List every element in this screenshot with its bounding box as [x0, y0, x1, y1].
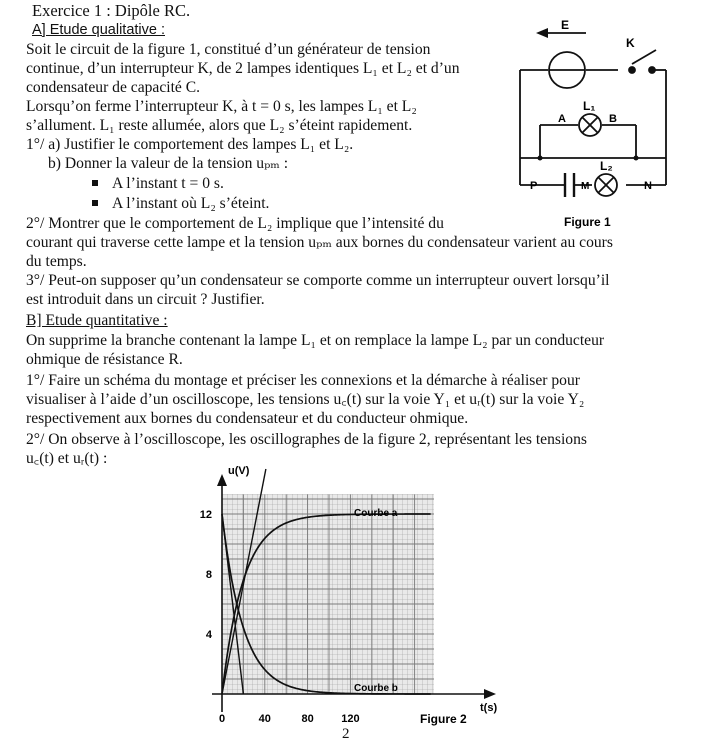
y-tick-label: 8: [205, 569, 212, 581]
bullet-marker: [92, 180, 98, 186]
arrow-head-icon: [536, 28, 548, 38]
figure-1-circuit: [500, 12, 720, 234]
label-m: M: [581, 181, 590, 192]
part-a-heading: A] Etude qualitative :: [32, 22, 165, 38]
x-tick-label: 80: [301, 713, 314, 725]
x-tick-label: 40: [258, 713, 271, 725]
switch-k-blade: [632, 50, 656, 64]
question-2-line: courant qui traverse cette lampe et la tension uₚₘ aux bornes du condensateur varient au cours: [26, 234, 613, 251]
bullet-item-2: A l’instant où L₂ s’éteint.: [112, 195, 270, 212]
label-k: K: [626, 36, 635, 50]
label-b: B: [609, 113, 617, 125]
label-p: P: [530, 180, 538, 192]
y-axis-label: u(V): [228, 465, 250, 477]
question-2-line: 2°/ Montrer que le comportement de L₂ implique que l’intensité du: [26, 215, 444, 232]
label-e: E: [561, 18, 570, 32]
part-a-intro-line: Lorsqu’on ferme l’interrupteur K, à t = 0 s, les lampes L₁ et L₂: [26, 98, 417, 115]
page-number: 2: [342, 726, 350, 742]
part-b-intro-line: ohmique de résistance R.: [26, 351, 183, 368]
question-3-line: est introduit dans un circuit ? Justifier.: [26, 291, 265, 308]
question-2-line: du temps.: [26, 253, 87, 270]
part-b-heading: B] Etude quantitative :: [26, 312, 168, 329]
part-b-question-1-line: respectivement aux bornes du condensateur et du conducteur ohmique.: [26, 410, 469, 427]
bullet-marker: [92, 200, 98, 206]
figure-1-caption: Figure 1: [564, 215, 611, 229]
part-b-question-1-line: 1°/ Faire un schéma du montage et préciser les connexions et la démarche à réaliser pour: [26, 372, 580, 389]
x-axis-label: t(s): [480, 702, 498, 714]
label-l2: L₂: [600, 159, 613, 173]
y-axis-arrow-icon: [217, 474, 227, 486]
y-tick-label: 12: [199, 509, 212, 521]
label-a: A: [558, 113, 566, 125]
part-b-question-1-line: visualiser à l’aide d’un oscilloscope, les tensions u꜀(t) sur la voie Y₁ et uᵣ(t) sur la voie Y₂: [26, 391, 585, 408]
question-1b: b) Donner la valeur de la tension uₚₘ :: [48, 155, 289, 172]
question-3-line: 3°/ Peut-on supposer qu’un condensateur se comporte comme un interrupteur ouvert lorsqu’il: [26, 272, 610, 289]
part-b-question-2-line: u꜀(t) et uᵣ(t) :: [26, 450, 108, 467]
exercise-title: Exercice 1 : Dipôle RC.: [32, 1, 191, 20]
part-a-intro-line: s’allument. L₁ reste allumée, alors que L₂ s’éteint rapidement.: [26, 117, 413, 134]
part-a-intro-line: Soit le circuit de la figure 1, constitué d’un générateur de tension: [26, 41, 431, 58]
part-b-intro-line: On supprime la branche contenant la lampe L₁ et on remplace la lampe L₂ par un conducteur: [26, 332, 605, 349]
part-a-intro-line: continue, d’un interrupteur K, de 2 lampes identiques L₁ et L₂ et d’un: [26, 60, 460, 77]
label-l1: L₁: [583, 99, 596, 113]
x-tick-label: 120: [341, 713, 360, 725]
legend-courbe-b: Courbe b: [354, 683, 398, 694]
legend-courbe-a: Courbe a: [354, 508, 398, 519]
part-a-intro-line: condensateur de capacité C.: [26, 79, 201, 96]
figure-2-caption: Figure 2: [420, 712, 467, 726]
label-n: N: [644, 180, 652, 192]
bullet-item-1: A l’instant t = 0 s.: [112, 175, 224, 192]
y-tick-label: 4: [205, 629, 212, 641]
x-axis-arrow-icon: [484, 689, 496, 699]
x-tick-label: 0: [218, 713, 226, 725]
question-1a: 1°/ a) Justifier le comportement des lampes L₁ et L₂.: [26, 136, 354, 153]
figure-2-chart: [180, 464, 520, 746]
part-b-question-2-line: 2°/ On observe à l’oscilloscope, les oscillographes de la figure 2, représentant les tensions: [26, 431, 587, 448]
